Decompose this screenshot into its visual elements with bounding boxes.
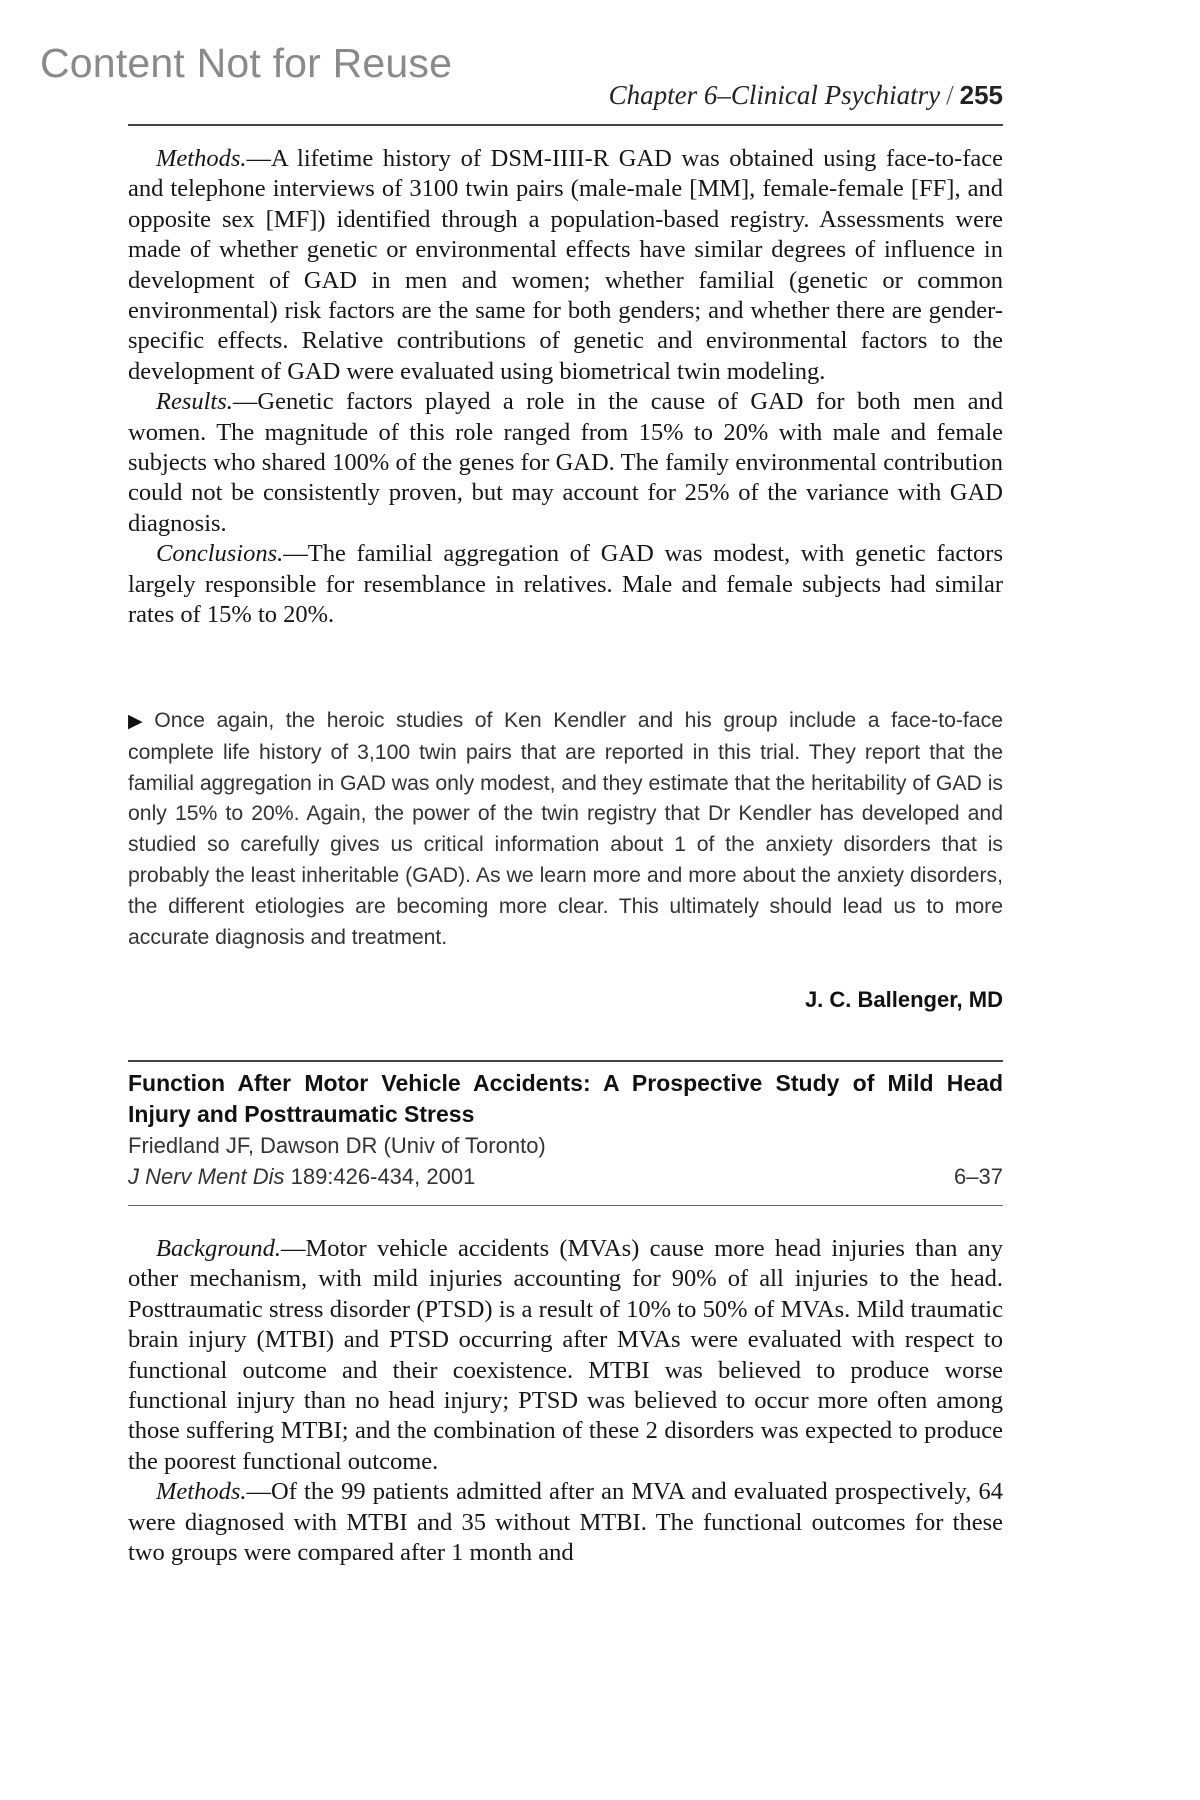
methods2-paragraph bbox=[128, 1477, 1003, 1568]
results-paragraph bbox=[128, 387, 1003, 539]
methods2-text: —Of the 99 patients admitted after an MVA and evaluated prospectively, 64 were diagnosed with MTBI and 35 without MTBI. The functional outcomes for these two groups were compared after 1 month and bbox=[128, 1478, 1003, 1567]
conclusions-paragraph bbox=[128, 539, 1003, 630]
background-text: —Motor vehicle accidents (MVAs) cause more head injuries than any other mechanism, with mild injuries accounting for 90% of all injuries to the head. Posttraumatic stress disorder (PTSD) is a result of 10% to 50% of MVAs. Mild traumatic brain injury (MTBI) and PTSD occurring after MVAs were evaluated with respect to functional outcome and their coexistence. MTBI was believed to produce worse functional injury than no head injury; PTSD was believed to occur more often among those suffering MTBI; and the combination of these 2 disorders was expected to produce the poorest functional outcome. bbox=[128, 1235, 1003, 1475]
results-label: Results. bbox=[156, 388, 233, 416]
methods2-label: Methods. bbox=[156, 1478, 247, 1506]
running-head bbox=[128, 80, 1003, 111]
background-label: Background. bbox=[156, 1235, 281, 1262]
editor-comment bbox=[128, 706, 1003, 953]
article-authors: Friedland JF, Dawson DR (Univ of Toronto) bbox=[128, 1133, 546, 1158]
journal-volume: 189:426-434, 2001 bbox=[284, 1164, 476, 1189]
article-heading bbox=[128, 1068, 1003, 1192]
comment-signature: J. C. Ballenger, MD bbox=[804, 987, 1003, 1012]
header-separator: / bbox=[946, 80, 954, 110]
results-text: —Genetic factors played a role in the cause of GAD for both men and women. The magnitude of this role ranged from 15% to 20% with male and female subjects who shared 100% of the genes for GAD. The family environmental contribution could not be consistently proven, but may account for 25% of the variance with GAD diagnosis. bbox=[128, 388, 1003, 537]
article-top-rule bbox=[128, 1060, 1003, 1062]
conclusions-label: Conclusions. bbox=[156, 540, 284, 568]
header-rule bbox=[128, 124, 1003, 126]
comment-text: Once again, the heroic studies of Ken Kendler and his group include a face-to-face complete life history of 3,100 twin pairs that are reported in this trial. They report that the familial aggregation in GAD was only modest, and they estimate that the heritability of GAD is only 15% to 20%. Again, the power of the twin registry that Dr Kendler has developed and studied so carefully gives us critical information about 1 of the anxiety disorders that is probably the least inheritable (GAD). As we learn more and more about the anxiety disorders, the different etiologies are becoming more clear. This ultimately should lead us to more accurate diagnosis and treatment. bbox=[128, 709, 1003, 949]
article-bottom-rule bbox=[128, 1205, 1003, 1206]
journal-name: J Nerv Ment Dis bbox=[128, 1164, 285, 1189]
conclusions-text: —The familial aggregation of GAD was modest, with genetic factors largely responsible for resemblance in relatives. Male and female subjects had similar rates of 15% to 20%. bbox=[128, 540, 1003, 629]
methods-label: Methods. bbox=[156, 145, 247, 172]
methods-paragraph bbox=[128, 144, 1003, 387]
watermark: Content Not for Reuse bbox=[40, 40, 453, 86]
play-arrow-icon: ▶ bbox=[128, 711, 149, 732]
background-paragraph bbox=[128, 1234, 1003, 1477]
abstract-1 bbox=[128, 144, 1003, 631]
methods-text: —A lifetime history of DSM-IIII-R GAD was obtained using face-to-face and telephone interviews of 3100 twin pairs (male-male [MM], female-female [FF], and opposite sex [MF]) identified through a population-based registry. Assessments were made of whether genetic or environmental effects have similar degrees of influence in development of GAD in men and women; whether familial (genetic or common environmental) risk factors are the same for both genders; and whether there are gender-specific effects. Relative contributions of genetic and environmental factors to the development of GAD were evaluated using biometrical twin modeling. bbox=[128, 145, 1003, 385]
article-title: Function After Motor Vehicle Accidents: A Prospective Study of Mild Head Injury and Posttraumatic Stress bbox=[128, 1070, 1003, 1127]
article-citation-row bbox=[128, 1161, 1003, 1192]
page-number: 255 bbox=[959, 80, 1003, 110]
chapter-title: Chapter 6–Clinical Psychiatry bbox=[608, 80, 941, 110]
article-ref-number: 6–37 bbox=[954, 1164, 1003, 1189]
article-citation bbox=[128, 1161, 475, 1192]
abstract-2 bbox=[128, 1234, 1003, 1568]
